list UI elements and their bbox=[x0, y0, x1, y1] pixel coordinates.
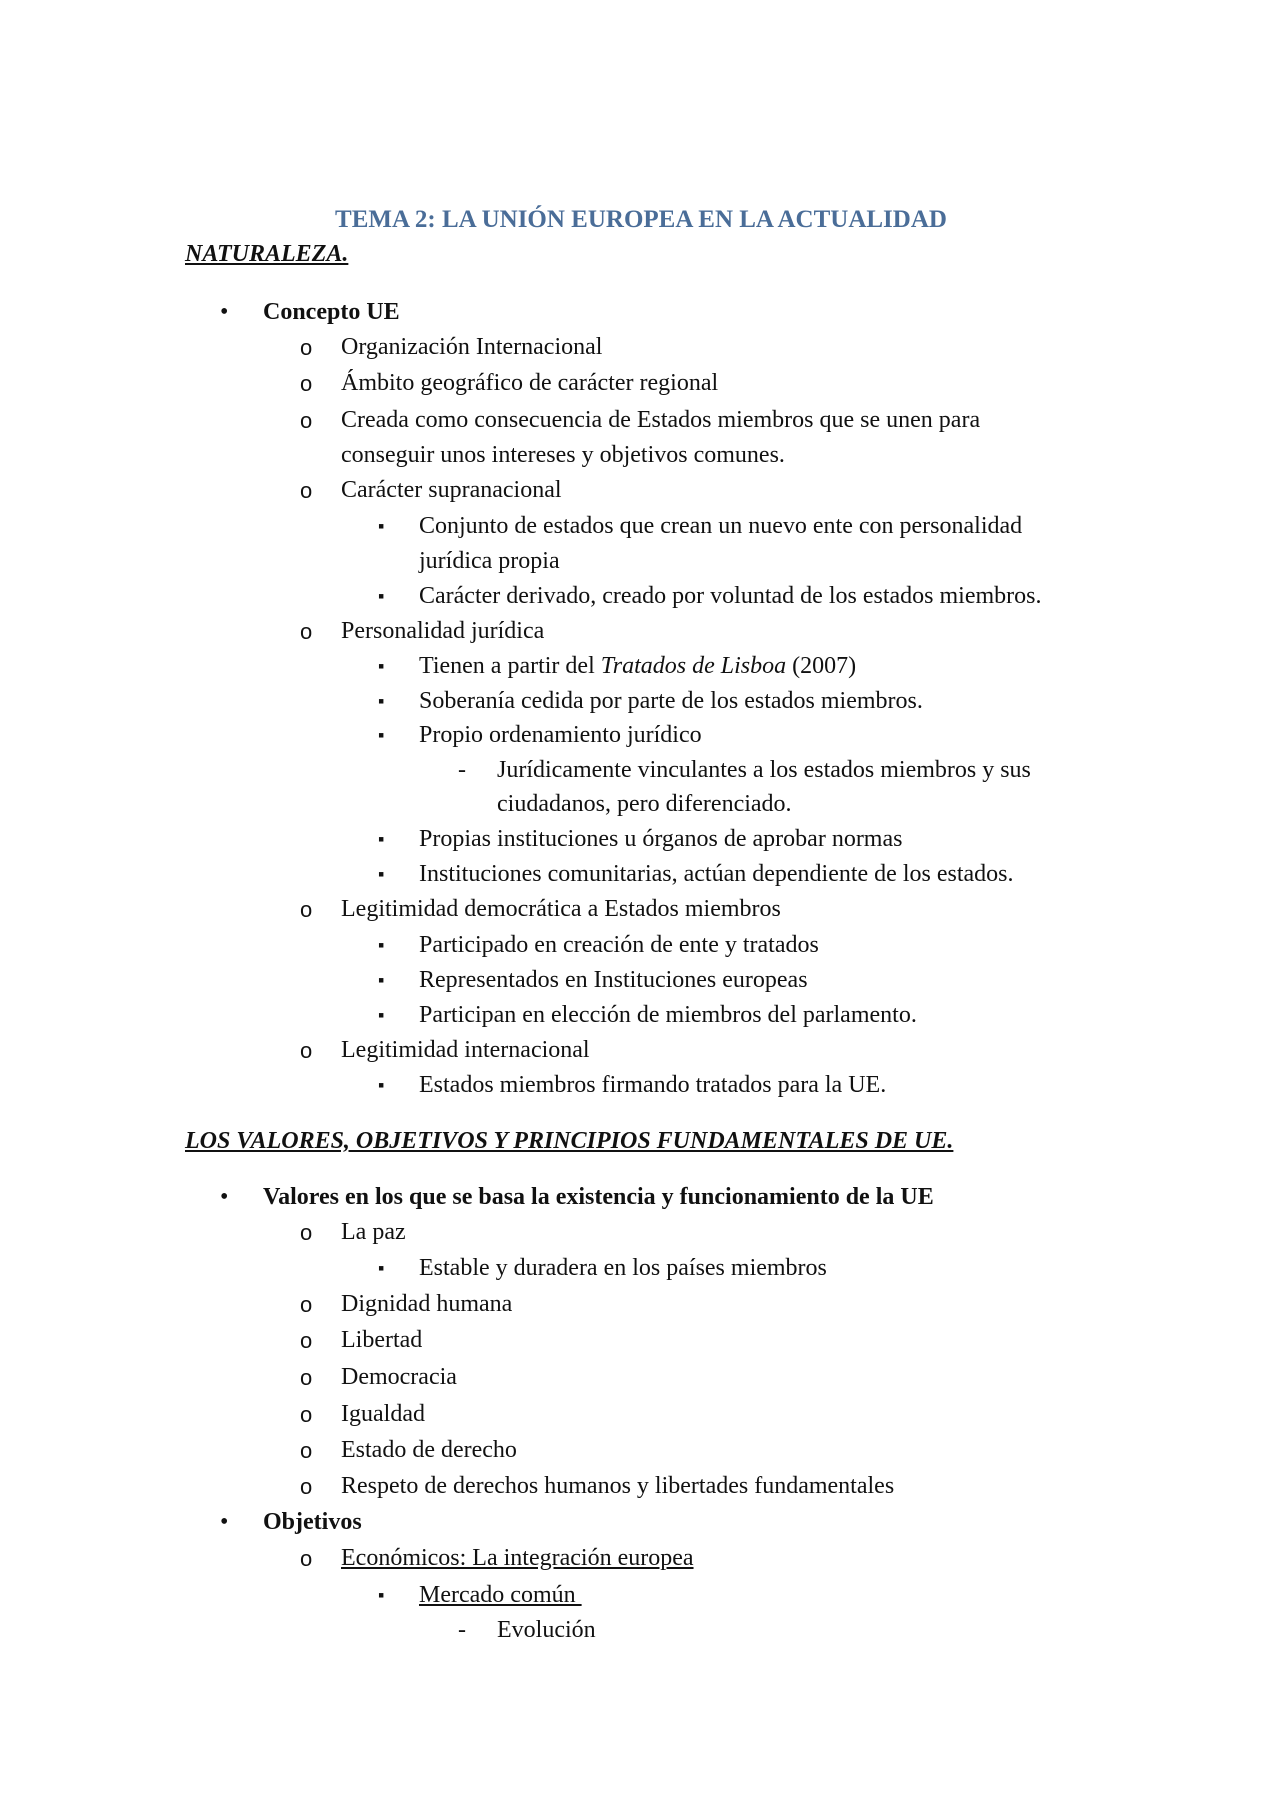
square-bullet-icon: ▪ bbox=[378, 935, 385, 955]
square-bullet-icon: ▪ bbox=[378, 1075, 385, 1095]
square-bullet-icon: ▪ bbox=[378, 829, 385, 849]
dash-bullet-icon: - bbox=[458, 757, 466, 783]
bullet-icon: • bbox=[220, 1509, 229, 1535]
section-heading-valores: LOS VALORES, OBJETIVOS Y PRINCIPIOS FUNDAMENTALES DE UE. bbox=[185, 1128, 954, 1154]
treaty-name: Tratados de Lisboa bbox=[600, 653, 787, 679]
square-bullet-icon: ▪ bbox=[378, 516, 385, 536]
section-heading-naturaleza: NATURALEZA. bbox=[185, 241, 349, 267]
circle-bullet-icon: o bbox=[300, 335, 313, 360]
dash-bullet-icon: - bbox=[458, 1617, 466, 1643]
square-bullet-icon: ▪ bbox=[378, 725, 385, 745]
circle-bullet-icon: o bbox=[300, 1474, 313, 1499]
circle-bullet-icon: o bbox=[300, 619, 313, 644]
circle-bullet-icon: o bbox=[300, 478, 313, 503]
document-page: TEMA 2: LA UNIÓN EUROPEA EN LA ACTUALIDAD NATURALEZA. • Concepto UE o Organización Internacional o Ámbito geográfico de carácter regional o Creada como consecuencia de Estados miembros que se unen para conseguir unos intereses y objetivos comunes. o Carácter supranacional ▪ Conjunto de estados que crean un nuevo ente con personalidad jurídica propia ▪ Carácter derivado, creado por voluntad de los estados miembros. o Personalidad jurídica ▪ Tienen a partir del Tratados de Lisboa (2007) ▪ Soberanía cedida por parte de los estados miembros. ▪ Propio ordenamiento jurídico - Jurídicamente vinculantes a los estados miembros y sus ciudadanos, pero diferenciado. ▪ Propias instituciones u órganos de aprobar normas ▪ Instituciones comunitarias, actúan dependiente de los estados. o Legitimidad democrática a Estados miembros ▪ Participado en creación de ente y tratados ▪ Representados en Instituciones europeas ▪ Participan en elección de miembros del parlamento. o Legitimidad internacional ▪ Estados miembros firmando tratados para la UE. LOS VALORES, OBJETIVOS Y PRINCIPIOS FUNDAMENTALES DE UE. • Valores en los que se basa la existencia y funcionamiento de la UE o La paz ▪ Estable y duradera en los países miembros o Dignidad humana o Libertad o Democracia o Igualdad o Estado de derecho o Respeto de derechos humanos y libertades fundamentales • Objetivos o Económicos: La integración europea ▪ Mercado común - Evolución bbox=[0, 0, 1280, 1811]
square-bullet-icon: ▪ bbox=[378, 1585, 385, 1605]
square-bullet-icon: ▪ bbox=[378, 691, 385, 711]
square-bullet-icon: ▪ bbox=[378, 586, 385, 606]
page-title: TEMA 2: LA UNIÓN EUROPEA EN LA ACTUALIDAD bbox=[335, 206, 947, 233]
square-bullet-icon: ▪ bbox=[378, 1005, 385, 1025]
circle-bullet-icon: o bbox=[300, 1038, 313, 1063]
bullet-icon: • bbox=[220, 299, 229, 325]
circle-bullet-icon: o bbox=[300, 1402, 313, 1427]
square-bullet-icon: ▪ bbox=[378, 656, 385, 676]
circle-bullet-icon: o bbox=[300, 1220, 313, 1245]
circle-bullet-icon: o bbox=[300, 1438, 313, 1463]
square-bullet-icon: ▪ bbox=[378, 970, 385, 990]
circle-bullet-icon: o bbox=[300, 408, 313, 433]
circle-bullet-icon: o bbox=[300, 1365, 313, 1390]
square-bullet-icon: ▪ bbox=[378, 864, 385, 884]
circle-bullet-icon: o bbox=[300, 371, 313, 396]
square-bullet-icon: ▪ bbox=[378, 1258, 385, 1278]
circle-bullet-icon: o bbox=[300, 1546, 313, 1571]
circle-bullet-icon: o bbox=[300, 1328, 313, 1353]
circle-bullet-icon: o bbox=[300, 1292, 313, 1317]
bullet-icon: • bbox=[220, 1184, 229, 1210]
circle-bullet-icon: o bbox=[300, 897, 313, 922]
